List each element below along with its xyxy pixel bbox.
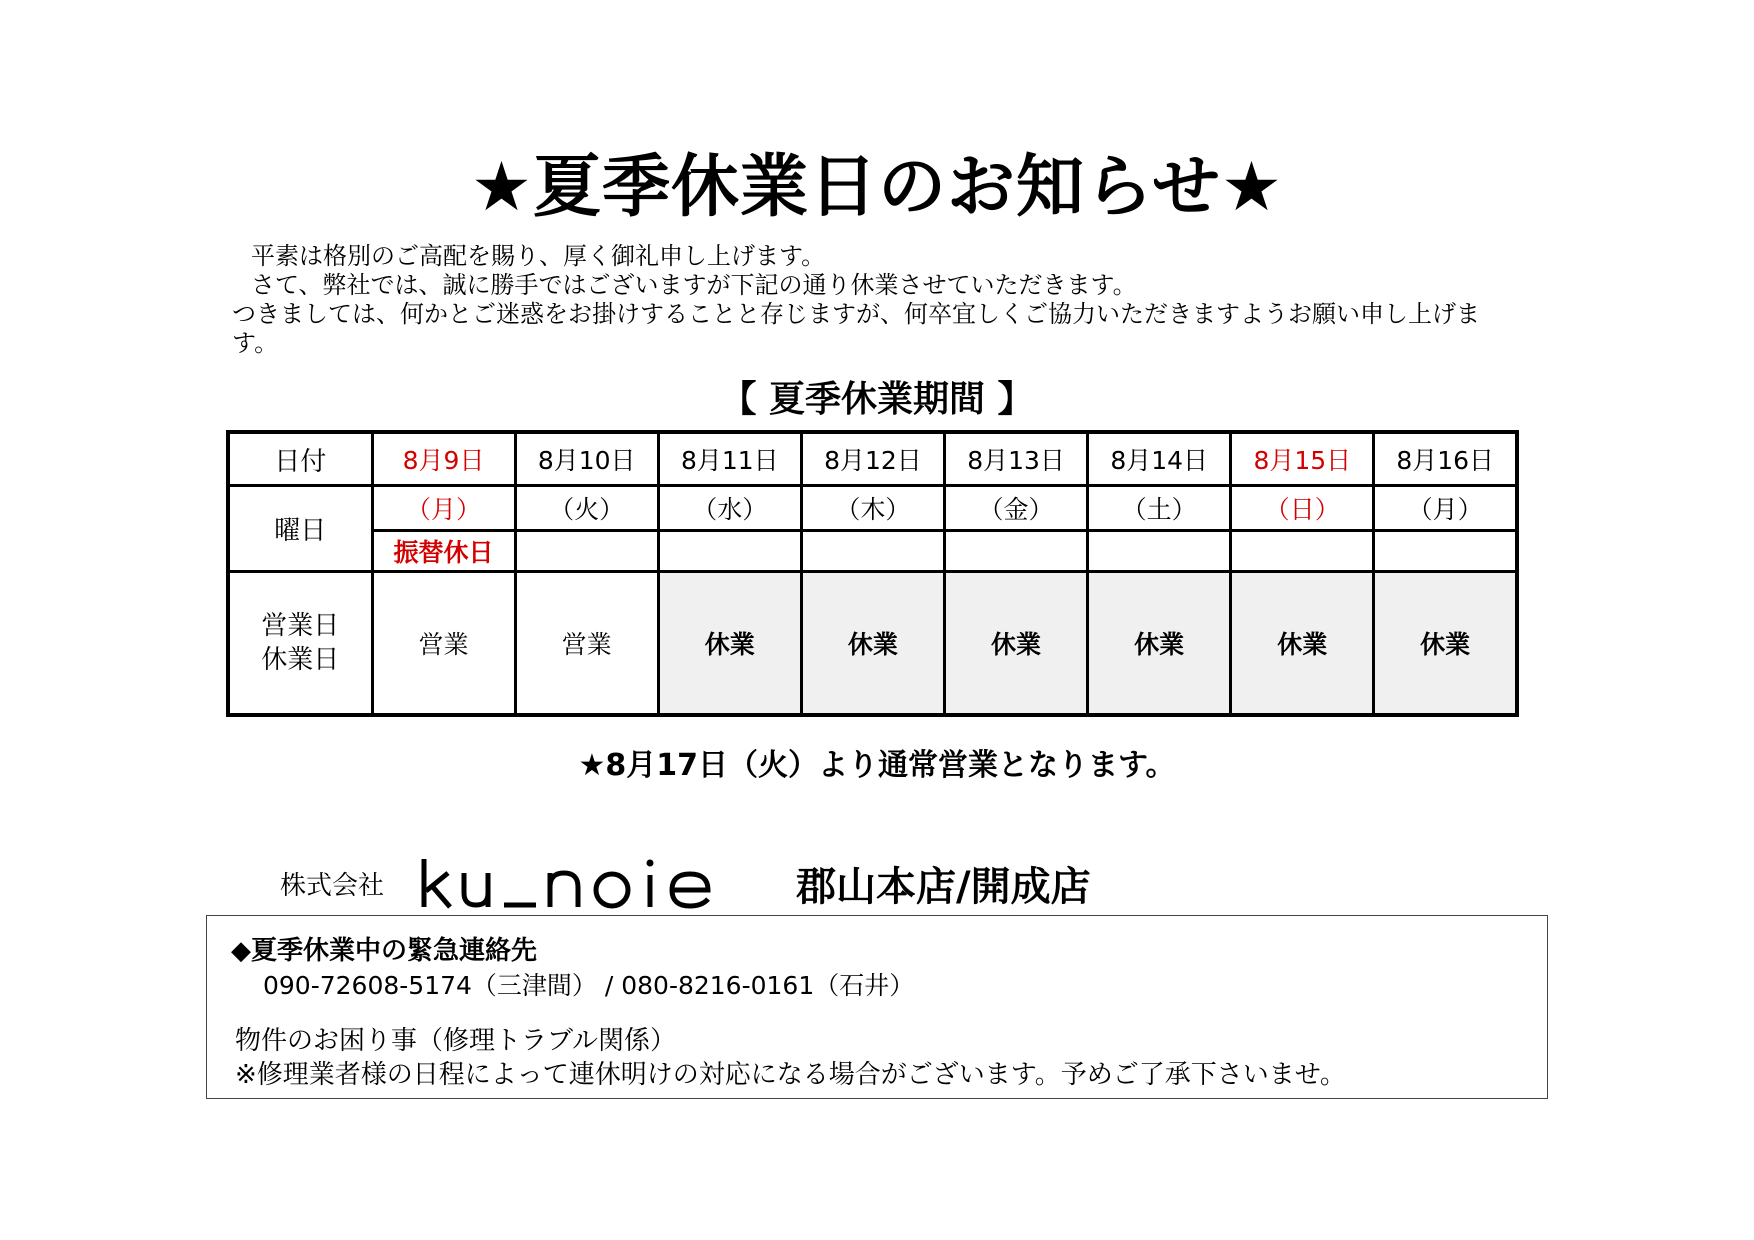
weekday-cell: （金） <box>945 486 1088 531</box>
note-cell <box>1374 531 1517 572</box>
contact-phone-numbers: 090-72608-5174（三津間） / 080-8216-0161（石井） <box>263 971 915 1000</box>
note-cell <box>1088 531 1231 572</box>
period-heading: 【 夏季休業期間 】 <box>720 379 1034 420</box>
note-cell <box>945 531 1088 572</box>
weekday-cell: （月） <box>372 486 515 531</box>
date-cell: 8月13日 <box>945 432 1088 486</box>
intro-line-3: つきましては、何かとご迷惑をお掛けすることと存じますが、何卒宜しくご協力いただきますようお願い申し上げます。 <box>232 300 1480 357</box>
status-cell-closed: 休業 <box>1374 572 1517 716</box>
intro-message <box>232 242 1522 358</box>
note-cell <box>658 531 801 572</box>
date-cell: 8月9日 <box>372 432 515 486</box>
weekday-cell: （水） <box>658 486 801 531</box>
date-cell: 8月10日 <box>515 432 658 486</box>
holiday-schedule-table <box>226 430 1519 717</box>
resume-notice: ★8月17日（火）より通常営業となります。 <box>578 748 1176 783</box>
weekday-row <box>228 486 1517 531</box>
contact-heading: ◆夏季休業中の緊急連絡先 <box>231 936 537 966</box>
status-cell-closed: 休業 <box>1088 572 1231 716</box>
weekday-cell: （日） <box>1231 486 1374 531</box>
status-cell-open: 営業 <box>372 572 515 716</box>
company-signature <box>280 848 1091 918</box>
weekday-cell: （土） <box>1088 486 1231 531</box>
status-cell-closed: 休業 <box>1231 572 1374 716</box>
note-row <box>228 531 1517 572</box>
note-cell <box>801 531 944 572</box>
contact-note: ※修理業者様の日程によって連休明けの対応になる場合がございます。予めご了承下さいませ。 <box>235 1060 1346 1090</box>
status-cell-closed: 休業 <box>945 572 1088 716</box>
weekday-cell: （火） <box>515 486 658 531</box>
date-cell: 8月15日 <box>1231 432 1374 486</box>
date-cell: 8月12日 <box>801 432 944 486</box>
intro-line-1: 平素は格別のご高配を賜り、厚く御礼申し上げます。 <box>251 242 826 270</box>
date-cell: 8月16日 <box>1374 432 1517 486</box>
status-row <box>228 572 1517 716</box>
weekday-row-label: 曜日 <box>228 486 372 572</box>
weekday-cell: （木） <box>801 486 944 531</box>
date-cell: 8月14日 <box>1088 432 1231 486</box>
intro-line-2: さて、弊社では、誠に勝手ではございますが下記の通り休業させていただきます。 <box>251 271 1137 299</box>
status-cell-closed: 休業 <box>658 572 801 716</box>
contact-trouble-line: 物件のお困り事（修理トラブル関係） <box>235 1026 676 1056</box>
weekday-cell: （月） <box>1374 486 1517 531</box>
page-title: ★夏季休業日のお知らせ★ <box>471 148 1283 227</box>
status-row-label: 営業日 休業日 <box>228 572 372 716</box>
company-logo <box>418 853 748 913</box>
status-cell-closed: 休業 <box>801 572 944 716</box>
status-cell-open: 営業 <box>515 572 658 716</box>
note-cell <box>515 531 658 572</box>
date-row-label: 日付 <box>228 432 372 486</box>
substitute-holiday-note: 振替休日 <box>372 531 515 572</box>
date-cell: 8月11日 <box>658 432 801 486</box>
date-row <box>228 432 1517 486</box>
note-cell <box>1231 531 1374 572</box>
branch-name: 郡山本店/開成店 <box>796 863 1091 910</box>
company-prefix: 株式会社 <box>280 870 385 901</box>
emergency-contact-box <box>206 915 1548 1099</box>
kunoie-logo-icon <box>418 853 748 913</box>
